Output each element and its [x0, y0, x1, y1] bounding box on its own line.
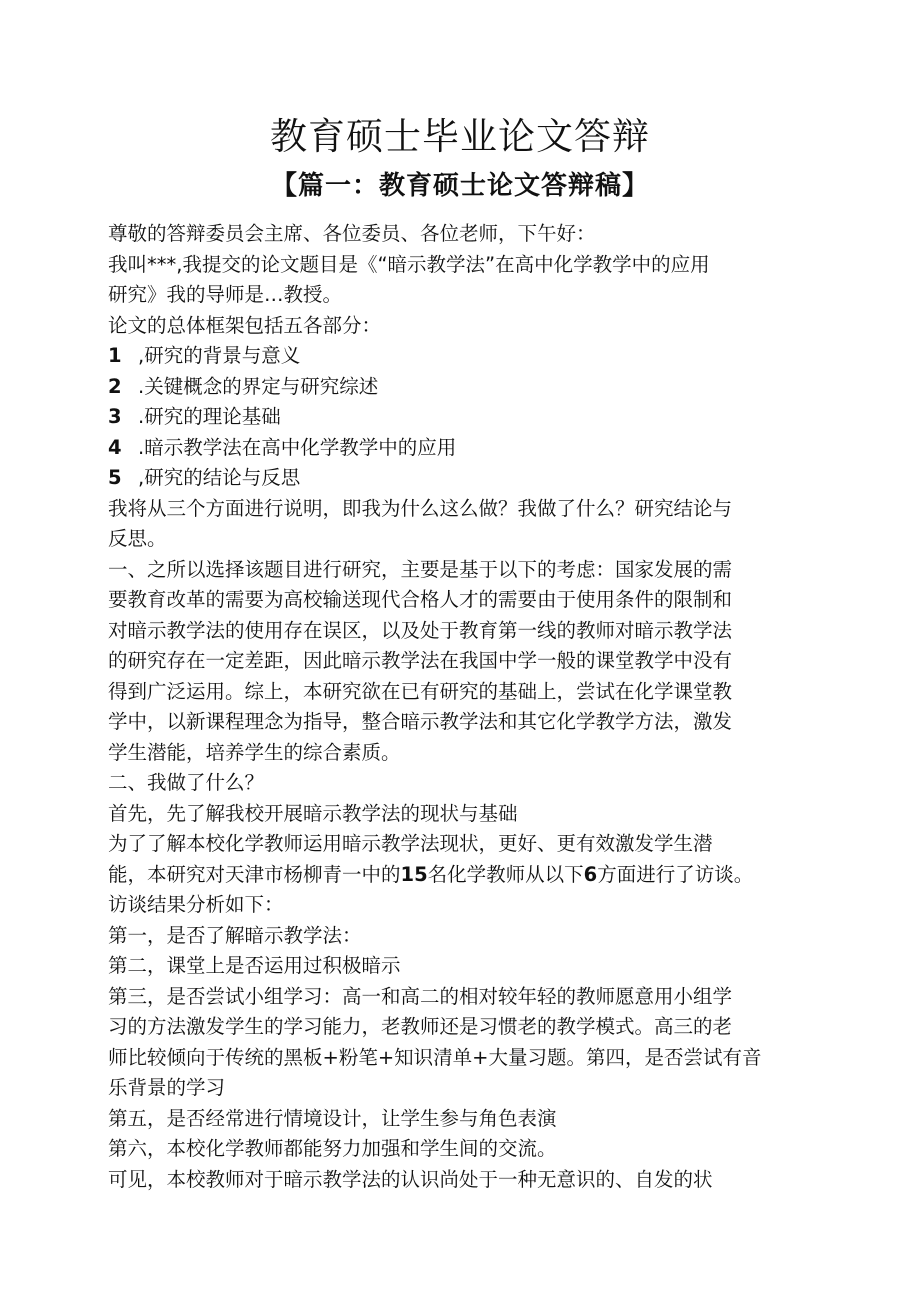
- paragraph-line: 尊敬的答辩委员会主席、各位委员、各位老师，下午好：: [108, 222, 596, 245]
- interview-text-c: 方面进行了访谈。: [597, 862, 754, 886]
- paragraph-line: 第二，课堂上是否运用过积极暗示: [108, 954, 401, 977]
- interview-text-b: 名化学教师从以下: [427, 862, 584, 886]
- paragraph-line: 第六，本校化学教师都能努力加强和学生间的交流。: [108, 1137, 557, 1160]
- paragraph-line: 得到广泛运用。综上，本研究欲在已有研究的基础上，尝试在化学课堂教: [108, 679, 733, 703]
- document-body: [108, 219, 818, 1195]
- page-subtitle: 【篇一：教育硕士论文答辩稿】: [270, 171, 649, 201]
- paragraph-line: 首先，先了解我校开展暗示教学法的现状与基础: [108, 801, 518, 825]
- outline-number: 4: [108, 435, 122, 459]
- page-title: 教育硕士毕业论文答辩: [270, 115, 650, 158]
- teacher-count: 15: [400, 862, 428, 886]
- paragraph-line: 习的方法激发学生的学习能力，老教师还是习惯老的教学模式。高三的老: [108, 1015, 733, 1038]
- outline-number: 3: [108, 405, 122, 428]
- paragraph-line: 学中，以新课程理念为指导，整合暗示教学法和其它化学教学方法，激发: [108, 710, 733, 733]
- paragraph-line: 师比较倾向于传统的黑板+粉笔+知识清单+大量习题。第四，是否尝试有音: [108, 1045, 762, 1069]
- paragraph-line: 研究》我的导师是…教授。: [108, 283, 343, 306]
- paragraph-line: 对暗示教学法的使用存在误区，以及处于教育第一线的教师对暗示教学法: [108, 618, 733, 642]
- paragraph-line: 学生潜能，培养学生的综合素质。: [108, 740, 401, 764]
- paragraph-line: 论文的总体框架包括五各部分：: [108, 313, 382, 337]
- interview-line: [108, 860, 818, 891]
- outline-item: [108, 372, 818, 403]
- paragraph-line: 第五，是否经常进行情境设计，让学生参与角色表演: [108, 1106, 557, 1130]
- outline-text: ,研究的背景与意义: [138, 344, 301, 367]
- aspect-count: 6: [583, 862, 598, 886]
- outline-text: .暗示教学法在高中化学教学中的应用: [138, 435, 457, 459]
- outline-item: [108, 433, 818, 464]
- paragraph-line: 的研究存在一定差距，因此暗示教学法在我国中学一般的课堂教学中没有: [108, 649, 733, 672]
- paragraph-line: 访谈结果分析如下：: [108, 893, 284, 916]
- outline-text: .研究的理论基础: [138, 405, 281, 428]
- outline-item: [108, 463, 818, 494]
- outline-item: [108, 402, 818, 433]
- paragraph-line: 可见，本校教师对于暗示教学法的认识尚处于一种无意识的、自发的状: [108, 1167, 713, 1191]
- outline-item: [108, 341, 818, 372]
- outline-number: 1: [108, 344, 122, 367]
- paragraph-line: 我将从三个方面进行说明，即我为什么这么做？我做了什么？研究结论与: [108, 496, 733, 520]
- outline-text: ,研究的结论与反思: [138, 466, 301, 489]
- paragraph-line: 一、之所以选择该题目进行研究，主要是基于以下的考虑：国家发展的需: [108, 557, 733, 581]
- outline-text: .关键概念的界定与研究综述: [138, 374, 379, 398]
- section-heading: 二、我做了什么？: [108, 771, 265, 794]
- outline-number: 2: [108, 374, 122, 398]
- interview-text-a: 能，本研究对天津市杨柳青一中的: [108, 862, 401, 886]
- paragraph-line: 第一，是否了解暗示教学法：: [108, 923, 362, 947]
- paragraph-line: 为了了解本校化学教师运用暗示教学法现状，更好、更有效激发学生潜: [108, 832, 713, 855]
- paragraph-line: 要教育改革的需要为高校输送现代合格人才的需要由于使用条件的限制和: [108, 588, 733, 611]
- paragraph-line: 乐背景的学习: [108, 1076, 226, 1099]
- paragraph-line: 第三，是否尝试小组学习：高一和高二的相对较年轻的教师愿意用小组学: [108, 984, 733, 1008]
- paragraph-line: 我叫***,我提交的论文题目是《“暗示教学法”在高中化学教学中的应用: [108, 252, 710, 276]
- paragraph-line: 反思。: [108, 527, 167, 550]
- outline-number: 5: [108, 466, 122, 489]
